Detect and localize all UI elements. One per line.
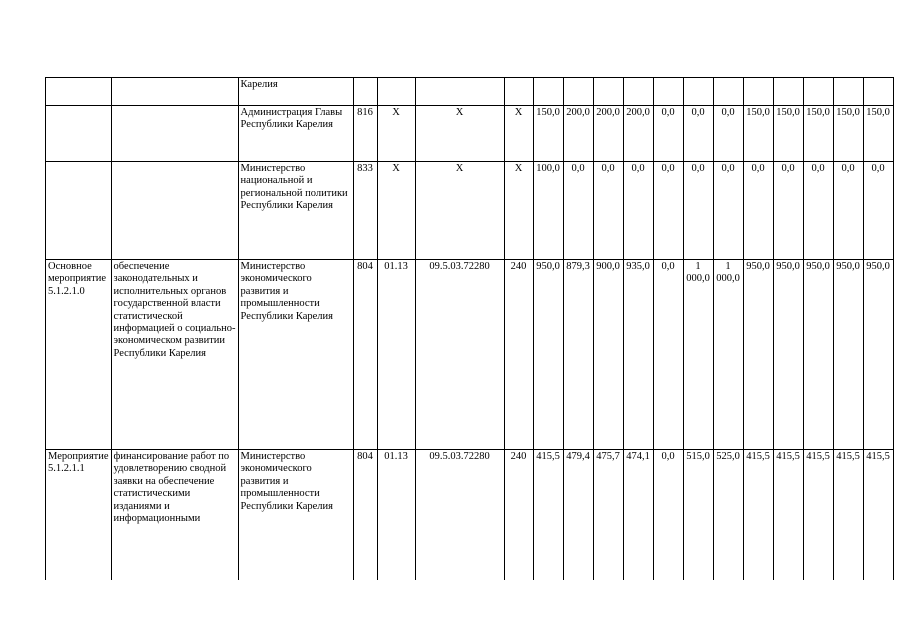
executor-cell-text: Министерство экономического развития и промышленности Республики Карелия [240,451,333,512]
value-cell [743,162,773,260]
value-cell [863,162,893,260]
value-cell-text: 150,0 [746,107,770,118]
executor-cell-text: Карелия [240,79,278,90]
value-cell-text: 950,0 [776,261,800,272]
value-cell-text: 415,5 [806,451,830,462]
value-cell [593,260,623,450]
target-code-cell [415,162,504,260]
target-code-cell-text: 09.5.03.72280 [429,451,490,462]
expense-type-cell [504,78,533,106]
target-code-cell-text: X [455,107,464,118]
table-row [46,106,894,162]
table-body [46,78,894,580]
value-cell-text: 150,0 [866,107,890,118]
value-cell [833,260,863,450]
value-cell [563,450,593,580]
description-cell [111,162,238,260]
value-cell [803,450,833,580]
value-cell [863,106,893,162]
value-cell-text: 0,0 [751,163,765,174]
value-cell-text: 935,0 [626,261,650,272]
value-cell [533,260,563,450]
value-cell-text: 0,0 [571,163,585,174]
value-cell-text: 415,5 [536,451,560,462]
value-cell [833,450,863,580]
value-cell-text: 100,0 [536,163,560,174]
value-cell [833,78,863,106]
value-cell-text: 515,0 [686,451,710,462]
value-cell-text: 0,0 [721,107,735,118]
executor-cell-text: Министерство экономического развития и промышленности Республики Карелия [240,261,333,322]
value-cell-text: 0,0 [661,261,675,272]
value-cell-text: 150,0 [806,107,830,118]
value-cell-text: 150,0 [776,107,800,118]
value-cell-text: 525,0 [716,451,740,462]
value-cell-text: 950,0 [866,261,890,272]
value-cell [623,78,653,106]
description-cell-text: обеспечение законодательных и исполнительных органов государственной власти статистической информацией о социально-экономическом развитии Республики Карелия [113,261,236,359]
value-cell [743,450,773,580]
value-cell-text: 879,3 [566,261,590,272]
value-cell [593,78,623,106]
expense-type-cell-text: 240 [510,451,527,462]
description-cell-text: финансирование работ по удовлетворению сводной заявки на обеспечение статистическими изданиями и информационными [113,451,230,525]
grbs-code-cell [353,450,377,580]
value-cell [533,162,563,260]
value-cell [683,450,713,580]
executor-cell [238,450,353,580]
value-cell [773,450,803,580]
description-cell [111,78,238,106]
value-cell [653,260,683,450]
table-row [46,450,894,580]
target-code-cell-text: X [455,163,464,174]
value-cell [773,78,803,106]
value-cell [683,106,713,162]
value-cell-text: 0,0 [781,163,795,174]
value-cell [653,450,683,580]
executor-cell-text: Министерство национальной и региональной политики Республики Карелия [240,163,348,212]
value-cell-text: 0,0 [631,163,645,174]
value-cell [593,450,623,580]
value-cell-text: 150,0 [536,107,560,118]
grbs-code-cell [353,78,377,106]
value-cell-text: 950,0 [836,261,860,272]
value-cell [623,450,653,580]
value-cell [743,106,773,162]
value-cell [713,162,743,260]
value-cell-text: 0,0 [661,163,675,174]
value-cell-text: 0,0 [721,163,735,174]
value-cell [653,162,683,260]
expense-type-cell [504,106,533,162]
value-cell-text: 200,0 [626,107,650,118]
target-code-cell-text: 09.5.03.72280 [429,261,490,272]
activity-cell [46,106,112,162]
value-cell [803,162,833,260]
section-code-cell [377,450,415,580]
value-cell [593,106,623,162]
activity-cell [46,260,112,450]
value-cell [533,106,563,162]
value-cell [803,106,833,162]
value-cell-text: 1 000,0 [686,261,710,285]
value-cell-text: 0,0 [691,107,705,118]
value-cell [623,162,653,260]
value-cell-text: 475,7 [596,451,620,462]
value-cell-text: 950,0 [536,261,560,272]
value-cell [773,162,803,260]
value-cell-text: 0,0 [661,107,675,118]
expense-type-cell [504,260,533,450]
value-cell-text: 0,0 [841,163,855,174]
value-cell-text: 1 000,0 [716,261,740,285]
value-cell-text: 415,5 [836,451,860,462]
section-code-cell-text: 01.13 [384,451,408,462]
value-cell [773,106,803,162]
executor-cell [238,78,353,106]
grbs-code-cell [353,106,377,162]
value-cell [803,260,833,450]
grbs-code-cell-text: 833 [357,163,373,174]
target-code-cell [415,450,504,580]
grbs-code-cell-text: 804 [357,451,373,462]
target-code-cell [415,78,504,106]
value-cell-text: 0,0 [691,163,705,174]
budget-table [45,77,894,580]
value-cell-text: 474,1 [626,451,650,462]
value-cell [713,106,743,162]
activity-cell-text: Мероприятие 5.1.2.1.1 [48,451,109,475]
value-cell [773,260,803,450]
activity-cell [46,78,112,106]
value-cell [713,78,743,106]
expense-type-cell [504,162,533,260]
expense-type-cell [504,450,533,580]
description-cell [111,260,238,450]
description-cell [111,450,238,580]
target-code-cell [415,260,504,450]
value-cell [563,106,593,162]
expense-type-cell-text: 240 [510,261,527,272]
value-cell [683,260,713,450]
executor-cell [238,106,353,162]
section-code-cell-text: X [392,163,400,174]
value-cell-text: 200,0 [596,107,620,118]
value-cell [743,78,773,106]
value-cell-text: 200,0 [566,107,590,118]
value-cell [863,260,893,450]
value-cell [713,260,743,450]
target-code-cell [415,106,504,162]
value-cell-text: 0,0 [601,163,615,174]
section-code-cell [377,162,415,260]
description-cell [111,106,238,162]
value-cell-text: 900,0 [596,261,620,272]
value-cell-text: 950,0 [806,261,830,272]
section-code-cell-text: X [392,107,400,118]
activity-cell [46,162,112,260]
section-code-cell [377,106,415,162]
expense-type-cell-text: X [514,163,523,174]
value-cell [563,162,593,260]
value-cell [833,106,863,162]
value-cell-text: 0,0 [811,163,825,174]
value-cell-text: 415,5 [776,451,800,462]
activity-cell [46,450,112,580]
grbs-code-cell [353,260,377,450]
executor-cell-text: Администрация Главы Республики Карелия [240,107,343,131]
value-cell-text: 950,0 [746,261,770,272]
value-cell-text: 0,0 [661,451,675,462]
grbs-code-cell-text: 816 [357,107,373,118]
section-code-cell [377,78,415,106]
grbs-code-cell [353,162,377,260]
value-cell [713,450,743,580]
section-code-cell [377,260,415,450]
value-cell [563,260,593,450]
value-cell [653,106,683,162]
value-cell [533,78,563,106]
value-cell [803,78,833,106]
table-row [46,162,894,260]
value-cell [533,450,563,580]
activity-cell-text: Основное мероприятие 5.1.2.1.0 [48,261,106,297]
section-code-cell-text: 01.13 [384,261,408,272]
value-cell-text: 150,0 [836,107,860,118]
value-cell [623,260,653,450]
executor-cell [238,260,353,450]
value-cell [743,260,773,450]
value-cell-text: 479,4 [566,451,590,462]
value-cell [683,162,713,260]
value-cell [653,78,683,106]
table-row [46,78,894,106]
value-cell [623,106,653,162]
value-cell-text: 415,5 [866,451,890,462]
value-cell-text: 0,0 [871,163,885,174]
value-cell [863,450,893,580]
expense-type-cell-text: X [514,107,523,118]
value-cell [593,162,623,260]
value-cell [863,78,893,106]
value-cell-text: 415,5 [746,451,770,462]
executor-cell [238,162,353,260]
grbs-code-cell-text: 804 [357,261,373,272]
table-row [46,260,894,450]
value-cell [833,162,863,260]
value-cell [683,78,713,106]
value-cell [563,78,593,106]
